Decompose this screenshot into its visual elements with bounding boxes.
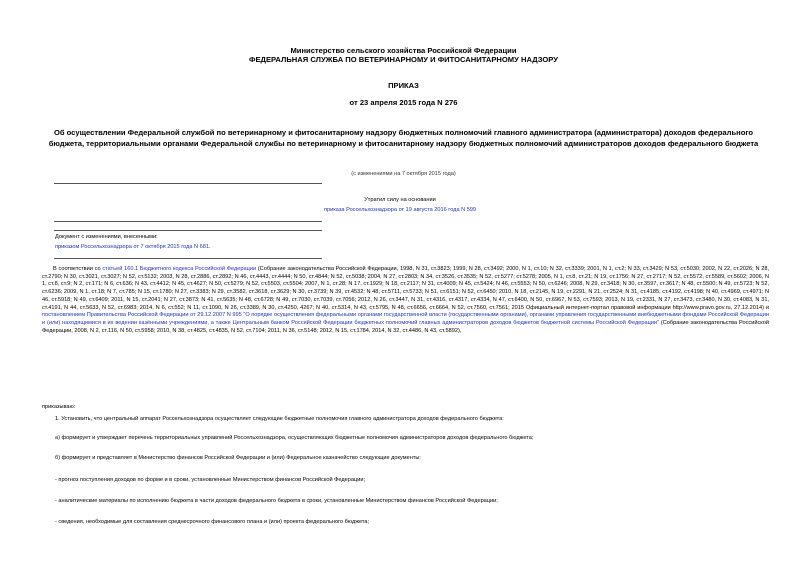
doc-type: ПРИКАЗ xyxy=(388,81,419,90)
doc-changes-suffix: . xyxy=(208,244,211,251)
service-name: ФЕДЕРАЛЬНАЯ СЛУЖБА ПО ВЕТЕРИНАРНОМУ И ФИТОСАНИТАРНОМУ НАДЗОРУ xyxy=(249,55,558,64)
order-word: приказываю: xyxy=(42,404,76,410)
doc-date-number: от 23 апреля 2015 года N 276 xyxy=(349,98,458,107)
lost-force-link[interactable]: приказа Россельхознадзора от 19 августа 2016 года N 599 xyxy=(323,207,477,213)
list-item: 1. Установить, что центральный аппарат Россельхознадзора осуществляет следующие бюджетные полномочия главного администратора доходов федерального бюджета: xyxy=(55,416,504,422)
divider xyxy=(54,258,322,259)
doc-changes-label: Документ с изменениями, внесенными: xyxy=(55,234,158,240)
ministry-name: Министерство сельского хозяйства Российской Федерации xyxy=(290,46,517,55)
list-item: а) формирует и утверждает перечень территориальных управлений Россельхознадзора, осуществляющих бюджетные полномочия администраторов доходов федерального бюджета; xyxy=(55,435,534,441)
doc-changes-link[interactable]: приказом Россельхознадзора от 7 октября 2015 года N 681 xyxy=(55,244,209,251)
list-item: - сведения, необходимые для составления среднесрочного финансового плана и (или) проекта федерального бюджета; xyxy=(55,519,370,525)
divider xyxy=(54,230,322,231)
preamble-start: В соответствии со xyxy=(53,266,103,272)
budget-code-link[interactable]: статьей 160.1 Бюджетного кодекса Российской Федерации xyxy=(102,266,257,272)
amendments-note: (с изменениями на 7 октября 2015 года) xyxy=(351,171,456,177)
government-decree-link[interactable]: постановлением Правительства Российской Федерации от 29.12.2007 N 995 "О порядке осуществления федеральными органами государственной власти (государственными органами), органами управления государственными внебюджетными фондами Российской Федерации и (или) находящимися в их ведении казёнными учреждениями, а также Центральным банком Российской Федерации бюджетных полномочий главных администраторов доходов бюджетов бюджетной системы Российской Федерации" xyxy=(42,312,769,326)
divider xyxy=(54,183,322,184)
preamble-end: (Собрание законодательства Российской Федерации, 2008, N 2, ст.116, N 50, ст.5958; 2010, N 38, ст.4825, ст.4835, N 52, ст.7104; 2011, N 36, ст.5148; 2012, N 15, ст.1784, 2014, N 32, ст.4486, N 43, ст.5892), xyxy=(42,319,769,334)
document-title: Об осуществлении Федеральной службой по ветеринарному и фитосанитарному надзору бюджетных полномочий главного администратора (администратора) доходов федерального бюджета, территориальными органами Федеральной службы по ветеринарному и фитосанитарному надзору бюджетных полномочий администраторов доходов федерального бюджета xyxy=(48,128,759,148)
preamble-middle: (Собрание законодательства Российской Федерации, 1998, N 31, ст.3823; 1999, N 28, ст.3492; 2000, N 1, ст.10; N 32, ст.3339; 2001, N 1, ст.2; N 33, ст.3429; N 53, ст.5030; 2002, N 22, ст.2026; N 28, ст.2790; N 30, ст.3021, ст.3027; N 52, ст.5132; 2003, N 28, ст.2886, ст.2892; N 46, ст.4443, ст.4444; N 50, ст.4844; N 52, ст.5038; 2004, N 27, ст.2803; N 34, ст.3526, ст.3535; N 52, ст.5277; ст.5278; 2005, N 1, ст.8, ст.21; N 19, ст.1756; N 27, ст.2717; N 52, ст.5572, ст.5589, ст.5602; 2006, N 1, ст.8, ст.9; N 2, ст.171; N 6, ст.636; N 43, ст.4412; N 45, ст.4627; N 50, ст.5279; N 52, ст.5503, ст.5504; 2007, N 1, ст.28; N 17, ст.1929; N 18, ст.2117; N 31, ст.4009; N 45, ст.5424; N 46, ст.5553; N 50, ст.6246; 2008, N 29, ст.3418; N 30, ст.3597, ст.3617; N 48, ст.5500; N 49, ст.5723; N 52, ст.6236; 2009, N 1, ст.18; N 7, ст.785; N 15, ст.1780; N 27, ст.3383; N 29, ст.3582, ст.3618, ст.3629; N 30, ст.3739; N 39, ст.4532; N 48, ст.5711, ст.5733; N 51, ст.6151; N 52, ст.6450; 2010, N 18, ст.2145, N 19, ст.2291, N 21, ст.2524; N 31, ст.4185, ст.4192, ст.4198; N 40, ст.4969, ст.4971; N 46, ст.5918; N 49, ст.6409; 2011, N 15, ст.2041; N 27, ст.3873; N 41, ст.5635; N 48, ст.6728; N 49, ст.7030, ст.7039, ст.7056; 2012, N 26, ст.3447, N 31, ст.4316, ст.4317, ст.4334, N 47, ст.6400, N 50, ст.6967, N 53, ст.7593; 2013, N 19, ст.2331, N 27, ст.3473, ст.3480, N 30, ст.4083, N 31, ст.4191, N 44, ст.5633, N 52, ст.6983; 2014, N 6, ст.552; N 11, ст.1090, N 26, ст.3389, N 30, ст.4250, 4267; N 40, ст.5314, N 43, ст.5795, N 48, ст.6656, ст.6664, N 52, ст.7560, ст.7561; 2015 Официальный интернет-портал правовой информации http://www.pravo.gov.ru, 27.12.2014) и xyxy=(42,266,769,311)
list-item: - аналитические материалы по исполнению бюджета в части доходов федерального бюджета в сроки, установленные Министерством финансов Российской Федерации; xyxy=(55,498,498,504)
preamble-paragraph xyxy=(42,266,769,335)
list-item: б) формирует и представляет в Министерство финансов Российской Федерации и (или) Федеральное казначейство следующие документы: xyxy=(55,455,421,461)
doc-changes xyxy=(55,234,211,251)
divider xyxy=(54,221,322,222)
list-item: - прогноз поступления доходов по форме и в сроки, установленные Министерством финансов Российской Федерации; xyxy=(55,477,366,483)
lost-force-label: Утратил силу на основании xyxy=(364,197,436,203)
